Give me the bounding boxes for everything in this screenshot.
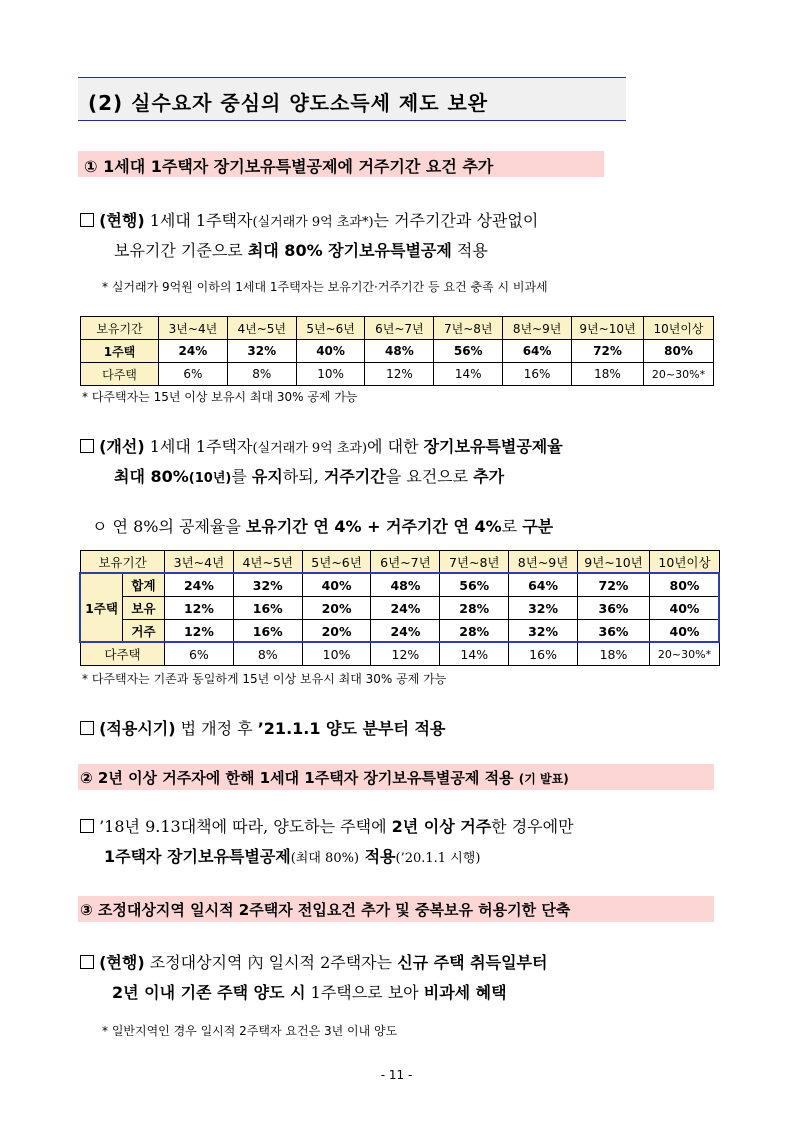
table2-cell: 36%: [578, 597, 650, 620]
table2-cell: 16%: [233, 620, 302, 643]
table2-cell: 40%: [302, 574, 371, 597]
table1-header: 3년~4년: [159, 317, 228, 340]
item1-reform-line1: (개선) 1세대 1주택자(실거래가 9억 초과)에 대한 장기보유특별공제율: [80, 434, 563, 457]
table1-cell: 40%: [296, 340, 365, 363]
checkbox-icon: [80, 213, 94, 227]
table2-cell: 16%: [509, 643, 578, 666]
checkbox-icon: [80, 819, 94, 833]
table2-note: * 다주택자는 기존과 동일하게 15년 이상 보유시 최대 30% 공제 가능: [82, 672, 447, 686]
item1-sub-point: ㅇ 연 8%의 공제율을 보유기간 연 4% + 거주기간 연 4%로 구분: [92, 517, 554, 536]
table1-cell: 56%: [434, 340, 503, 363]
table2-cell: 20~30%*: [650, 643, 720, 666]
table2-cell: 28%: [440, 597, 509, 620]
table2-cell: 20%: [302, 597, 371, 620]
table1-cell: 10%: [296, 363, 365, 386]
item1-current-line2: 보유기간 기준으로 최대 80% 장기보유특별공제 적용: [114, 241, 488, 260]
table2-cell: 48%: [371, 574, 440, 597]
table1-header: 4년~5년: [227, 317, 296, 340]
table1-note: * 다주택자는 15년 이상 보유시 최대 30% 공제 가능: [82, 390, 358, 404]
item2-line1: ’18년 9.13대책에 따라, 양도하는 주택에 2년 이상 거주한 경우에만: [80, 814, 574, 837]
table2-cell: 80%: [650, 574, 720, 597]
table2-cell: 16%: [233, 597, 302, 620]
page-number: - 11 -: [380, 1068, 413, 1082]
checkbox-icon: [80, 721, 94, 735]
table2-header: 6년~7년: [371, 551, 440, 574]
table2-cell: 12%: [371, 643, 440, 666]
table2-cell: 32%: [509, 597, 578, 620]
table1-cell: 24%: [159, 340, 228, 363]
table2-cell: 12%: [165, 597, 234, 620]
table2-cell: 72%: [578, 574, 650, 597]
table2-cell: 거주: [123, 620, 165, 643]
item2-line2: 1주택자 장기보유특별공제(최대 80%) 적용(’20.1.1 시행): [104, 847, 481, 866]
item3-current-line2: 2년 이내 기존 주택 양도 시 1주택으로 보아 비과세 혜택: [112, 983, 507, 1002]
section-title: (2) 실수요자 중심의 양도소득세 제도 보완: [88, 91, 489, 115]
table2-cell: 14%: [440, 643, 509, 666]
table2-cell: 40%: [650, 620, 720, 643]
item2-heading: ② 2년 이상 거주자에 한해 1세대 1주택자 장기보유특별공제 적용 (기 발표): [80, 769, 569, 787]
item1-heading: ① 1세대 1주택자 장기보유특별공제에 거주기간 요건 추가: [84, 157, 494, 176]
table1-header: 10년이상: [644, 317, 714, 340]
table2-cell: 24%: [371, 597, 440, 620]
item1-current-line1: (현행) 1세대 1주택자(실거래가 9억 초과*)는 거주기간과 상관없이: [80, 208, 538, 231]
item1-timing: (적용시기) 법 개정 후 ’21.1.1 양도 분부터 적용: [80, 716, 445, 739]
table2-cell: 10%: [302, 643, 371, 666]
item3-heading: ③ 조정대상지역 일시적 2주택자 전입요건 추가 및 중복보유 허용기한 단축: [80, 901, 571, 919]
table1-cell: 다주택: [81, 363, 159, 386]
table2: [80, 550, 720, 666]
table1-cell: 48%: [365, 340, 434, 363]
table2-cell: 36%: [578, 620, 650, 643]
table2-cell: 28%: [440, 620, 509, 643]
table1-cell: 64%: [503, 340, 572, 363]
table1-header: 7년~8년: [434, 317, 503, 340]
table2-cell: 56%: [440, 574, 509, 597]
table2-header: 3년~4년: [165, 551, 234, 574]
table1-cell: 6%: [159, 363, 228, 386]
table1-header: 5년~6년: [296, 317, 365, 340]
table2-cell: 64%: [509, 574, 578, 597]
table1-header: 9년~10년: [572, 317, 644, 340]
item3-current-line1: (현행) 조정대상지역 內 일시적 2주택자는 신규 주택 취득일부터: [80, 950, 547, 973]
table1-cell: 16%: [503, 363, 572, 386]
table1-cell: 80%: [644, 340, 714, 363]
table2-cell: 24%: [165, 574, 234, 597]
table2-header: 4년~5년: [233, 551, 302, 574]
table2-header: 9년~10년: [578, 551, 650, 574]
table2-cell: 40%: [650, 597, 720, 620]
table1-cell: 12%: [365, 363, 434, 386]
table1-cell: 32%: [227, 340, 296, 363]
table2-header: 7년~8년: [440, 551, 509, 574]
checkbox-icon: [80, 439, 94, 453]
table1-header: 보유기간: [81, 317, 159, 340]
table2-cell: 합계: [123, 574, 165, 597]
table1-header: 6년~7년: [365, 317, 434, 340]
table2-cell: 32%: [509, 620, 578, 643]
table2-cell: 다주택: [81, 643, 165, 666]
table1-header: 8년~9년: [503, 317, 572, 340]
table2-header: 8년~9년: [509, 551, 578, 574]
table2-header: 5년~6년: [302, 551, 371, 574]
table1-cell: 8%: [227, 363, 296, 386]
table2-header: 보유기간: [81, 551, 165, 574]
table1-cell: 1주택: [81, 340, 159, 363]
table1-cell: 18%: [572, 363, 644, 386]
table2-header: 10년이상: [650, 551, 720, 574]
current-label: (현행): [99, 211, 145, 230]
table2-cell: 32%: [233, 574, 302, 597]
table2-cell: 보유: [123, 597, 165, 620]
table2-group-label: 1주택: [81, 574, 123, 643]
table1-cell: 72%: [572, 340, 644, 363]
table2-cell: 18%: [578, 643, 650, 666]
item1-reform-line2: 최대 80%(10년)를 유지하되, 거주기간을 요건으로 추가: [114, 467, 505, 486]
item1-note1: * 실거래가 9억원 이하의 1세대 1주택자는 보유기간·거주기간 등 요건 충족 시 비과세: [102, 280, 548, 294]
table2-cell: 24%: [371, 620, 440, 643]
table1: [80, 316, 714, 386]
table2-cell: 8%: [233, 643, 302, 666]
table1-cell: 20~30%*: [644, 363, 714, 386]
table2-cell: 6%: [165, 643, 234, 666]
checkbox-icon: [80, 955, 94, 969]
table2-cell: 12%: [165, 620, 234, 643]
table1-cell: 14%: [434, 363, 503, 386]
item3-note: * 일반지역인 경우 일시적 2주택자 요건은 3년 이내 양도: [102, 1024, 398, 1038]
table2-cell: 20%: [302, 620, 371, 643]
